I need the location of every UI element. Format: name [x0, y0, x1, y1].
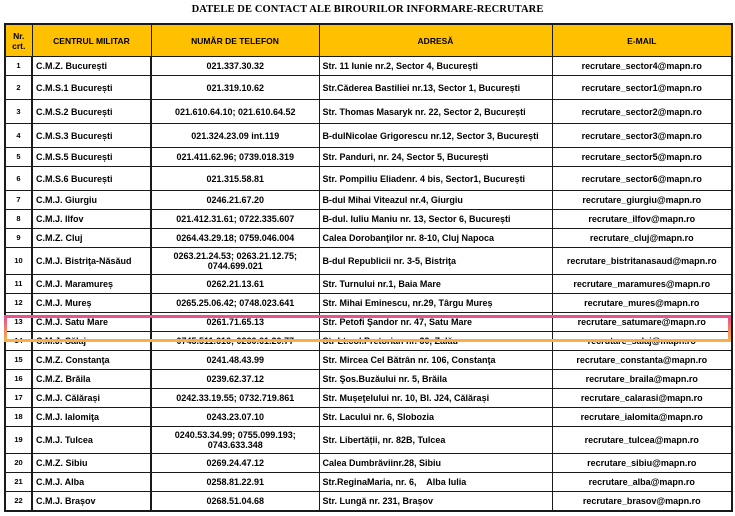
row-unit: C.M.Z. Cluj — [32, 229, 151, 248]
row-address: Str. Thomas Masaryk nr. 22, Sector 2, București — [319, 100, 552, 124]
row-unit: C.M.J. Ilfov — [32, 210, 151, 229]
row-email[interactable]: recrutare_sibiu@mapn.ro — [552, 454, 732, 473]
table-row — [5, 332, 732, 351]
row-address: Str. 11 Iunie nr.2, Sector 4, București — [319, 57, 552, 76]
row-unit: C.M.J. Ialomiţa — [32, 408, 151, 427]
table-row — [5, 124, 732, 148]
row-unit: C.M.J. Maramureș — [32, 275, 151, 294]
row-phone: 0240.53.34.99; 0755.099.193; 0743.633.348 — [151, 427, 319, 454]
table-row — [5, 408, 732, 427]
row-nr: 21 — [5, 473, 32, 492]
row-nr: 16 — [5, 370, 32, 389]
row-address: Str.ReginaMaria, nr. 6, Alba Iulia — [319, 473, 552, 492]
row-unit: C.M.J. Călărași — [32, 389, 151, 408]
row-email[interactable]: recrutare_bistritanasaud@mapn.ro — [552, 248, 732, 275]
contacts-table — [4, 23, 733, 512]
row-address: Str. Mușeţelului nr. 10, Bl. J24, Călărași — [319, 389, 552, 408]
table-row — [5, 389, 732, 408]
row-address: Str. Mihai Eminescu, nr.29, Târgu Mureș — [319, 294, 552, 313]
row-nr: 14 — [5, 332, 32, 351]
row-phone: 021.412.31.61; 0722.335.607 — [151, 210, 319, 229]
row-email[interactable]: recrutare_sector6@mapn.ro — [552, 167, 732, 191]
row-phone: 0242.33.19.55; 0732.719.861 — [151, 389, 319, 408]
row-address: Str. Turnului nr.1, Baia Mare — [319, 275, 552, 294]
row-nr: 11 — [5, 275, 32, 294]
row-address: B-dul. Iuliu Maniu nr. 13, Sector 6, București — [319, 210, 552, 229]
document-title: DATELE DE CONTACT ALE BIROURILOR INFORMARE-RECRUTARE — [191, 4, 544, 15]
row-address: Str. Mircea Cel Bătrân nr. 106, Constanţa — [319, 351, 552, 370]
row-email[interactable]: recrutare_cluj@mapn.ro — [552, 229, 732, 248]
row-phone: 0268.51.04.68 — [151, 492, 319, 512]
row-address: Calea Dorobanţilor nr. 8-10, Cluj Napoca — [319, 229, 552, 248]
row-nr: 10 — [5, 248, 32, 275]
header-email: E-MAIL — [552, 24, 732, 57]
row-address: B-dul Mihai Viteazul nr.4, Giurgiu — [319, 191, 552, 210]
row-address: Str. Petofi Şandor nr. 47, Satu Mare — [319, 313, 552, 332]
table-row — [5, 167, 732, 191]
table-row — [5, 191, 732, 210]
row-unit: C.M.J. Giurgiu — [32, 191, 151, 210]
row-phone: 021.337.30.32 — [151, 57, 319, 76]
row-phone: 0246.21.67.20 — [151, 191, 319, 210]
row-phone: 0258.81.22.91 — [151, 473, 319, 492]
row-nr: 22 — [5, 492, 32, 512]
table-row — [5, 492, 732, 512]
row-nr: 13 — [5, 313, 32, 332]
row-email[interactable]: recrutare_sector5@mapn.ro — [552, 148, 732, 167]
row-phone: 0263.21.24.53; 0263.21.12.75; 0744.699.021 — [151, 248, 319, 275]
row-phone: 021.324.23.09 int.119 — [151, 124, 319, 148]
row-phone: 0262.21.13.61 — [151, 275, 319, 294]
row-phone: 0265.25.06.42; 0748.023.641 — [151, 294, 319, 313]
table-row — [5, 100, 732, 124]
table-row — [5, 370, 732, 389]
row-unit: C.M.J. Tulcea — [32, 427, 151, 454]
row-address: Str.Căderea Bastiliei nr.13, Sector 1, București — [319, 76, 552, 100]
row-unit: C.M.J. Bistriţa-Năsăud — [32, 248, 151, 275]
row-email[interactable]: recrutare_constanta@mapn.ro — [552, 351, 732, 370]
row-email[interactable]: recrutare_salaj@mapn.ro — [552, 332, 732, 351]
row-phone: 021.319.10.62 — [151, 76, 319, 100]
row-unit: C.M.Z. Constanţa — [32, 351, 151, 370]
row-unit: C.M.S.2 București — [32, 100, 151, 124]
row-nr: 3 — [5, 100, 32, 124]
header-unit: CENTRUL MILITAR — [32, 24, 151, 57]
row-nr: 7 — [5, 191, 32, 210]
row-nr: 12 — [5, 294, 32, 313]
row-unit: C.M.J. Brașov — [32, 492, 151, 512]
row-unit: C.M.Z. Sibiu — [32, 454, 151, 473]
row-unit: C.M.S.3 București — [32, 124, 151, 148]
row-nr: 4 — [5, 124, 32, 148]
row-nr: 6 — [5, 167, 32, 191]
table-row — [5, 248, 732, 275]
row-email[interactable]: recrutare_brasov@mapn.ro — [552, 492, 732, 512]
table-row-highlighted — [5, 313, 732, 332]
row-phone: 021.610.64.10; 021.610.64.52 — [151, 100, 319, 124]
row-email[interactable]: recrutare_sector2@mapn.ro — [552, 100, 732, 124]
table-row — [5, 427, 732, 454]
row-phone: 021.315.58.81 — [151, 167, 319, 191]
table-row — [5, 351, 732, 370]
row-email[interactable]: recrutare_alba@mapn.ro — [552, 473, 732, 492]
row-nr: 8 — [5, 210, 32, 229]
row-email[interactable]: recrutare_sector3@mapn.ro — [552, 124, 732, 148]
row-unit: C.M.J. Alba — [32, 473, 151, 492]
row-unit: C.M.J. Sălaj — [32, 332, 151, 351]
row-address: Str. Lungă nr. 231, Brașov — [319, 492, 552, 512]
row-unit: C.M.S.1 București — [32, 76, 151, 100]
row-phone: 0243.23.07.10 — [151, 408, 319, 427]
row-email[interactable]: recrutare_braila@mapn.ro — [552, 370, 732, 389]
table-row — [5, 210, 732, 229]
table-row — [5, 76, 732, 100]
row-email[interactable]: recrutare_ilfov@mapn.ro — [552, 210, 732, 229]
row-address: Str. Panduri, nr. 24, Sector 5, București — [319, 148, 552, 167]
table-row — [5, 294, 732, 313]
row-address: Str. Şos.Buzăului nr. 5, Brăila — [319, 370, 552, 389]
header-nr: Nr. crt. — [5, 24, 32, 57]
table-row — [5, 473, 732, 492]
row-phone: 021.411.62.96; 0739.018.319 — [151, 148, 319, 167]
row-phone: 0264.43.29.18; 0759.046.004 — [151, 229, 319, 248]
table-row — [5, 57, 732, 76]
header-phone: NUMĂR DE TELEFON — [151, 24, 319, 57]
row-nr: 2 — [5, 76, 32, 100]
row-unit: C.M.Z. București — [32, 57, 151, 76]
row-phone: 0745.511.616; 0260.61.20.77 — [151, 332, 319, 351]
row-address: Str Lt.col.Pretorian nr. 30, Zalău — [319, 332, 552, 351]
table-header-row — [5, 24, 732, 57]
row-address: Str. Libertății, nr. 82B, Tulcea — [319, 427, 552, 454]
row-email[interactable]: recrutare_sector4@mapn.ro — [552, 57, 732, 76]
row-unit: C.M.J. Mureș — [32, 294, 151, 313]
row-unit: C.M.Z. Brăila — [32, 370, 151, 389]
row-address: Str. Pompiliu Eliadenr. 4 bis, Sector1, București — [319, 167, 552, 191]
row-nr: 20 — [5, 454, 32, 473]
row-nr: 5 — [5, 148, 32, 167]
row-address: Calea Dumbrăviinr.28, Sibiu — [319, 454, 552, 473]
row-nr: 17 — [5, 389, 32, 408]
row-phone: 0261.71.65.13 — [151, 313, 319, 332]
table-row — [5, 229, 732, 248]
row-email[interactable]: recrutare_giurgiu@mapn.ro — [552, 191, 732, 210]
table-row — [5, 275, 732, 294]
row-unit: C.M.S.5 București — [32, 148, 151, 167]
row-nr: 18 — [5, 408, 32, 427]
table-row — [5, 454, 732, 473]
row-email[interactable]: recrutare_tulcea@mapn.ro — [552, 427, 732, 454]
row-phone: 0239.62.37.12 — [151, 370, 319, 389]
row-email[interactable]: recrutare_calarasi@mapn.ro — [552, 389, 732, 408]
row-email[interactable]: recrutare_satumare@mapn.ro — [552, 313, 732, 332]
row-nr: 19 — [5, 427, 32, 454]
row-address: B-dulNicolae Grigorescu nr.12, Sector 3, București — [319, 124, 552, 148]
row-nr: 9 — [5, 229, 32, 248]
row-phone: 0269.24.47.12 — [151, 454, 319, 473]
row-address: Str. Lacului nr. 6, Slobozia — [319, 408, 552, 427]
row-email[interactable]: recrutare_sector1@mapn.ro — [552, 76, 732, 100]
table-row — [5, 148, 732, 167]
row-nr: 15 — [5, 351, 32, 370]
row-email[interactable]: recrutare_maramures@mapn.ro — [552, 275, 732, 294]
row-email[interactable]: recrutare_mures@mapn.ro — [552, 294, 732, 313]
row-unit: C.M.J. Satu Mare — [32, 313, 151, 332]
row-nr: 1 — [5, 57, 32, 76]
row-address: B-dul Republicii nr. 3-5, Bistriţa — [319, 248, 552, 275]
row-email[interactable]: recrutare_ialomita@mapn.ro — [552, 408, 732, 427]
header-address: ADRESĂ — [319, 24, 552, 57]
row-unit: C.M.S.6 București — [32, 167, 151, 191]
row-phone: 0241.48.43.99 — [151, 351, 319, 370]
